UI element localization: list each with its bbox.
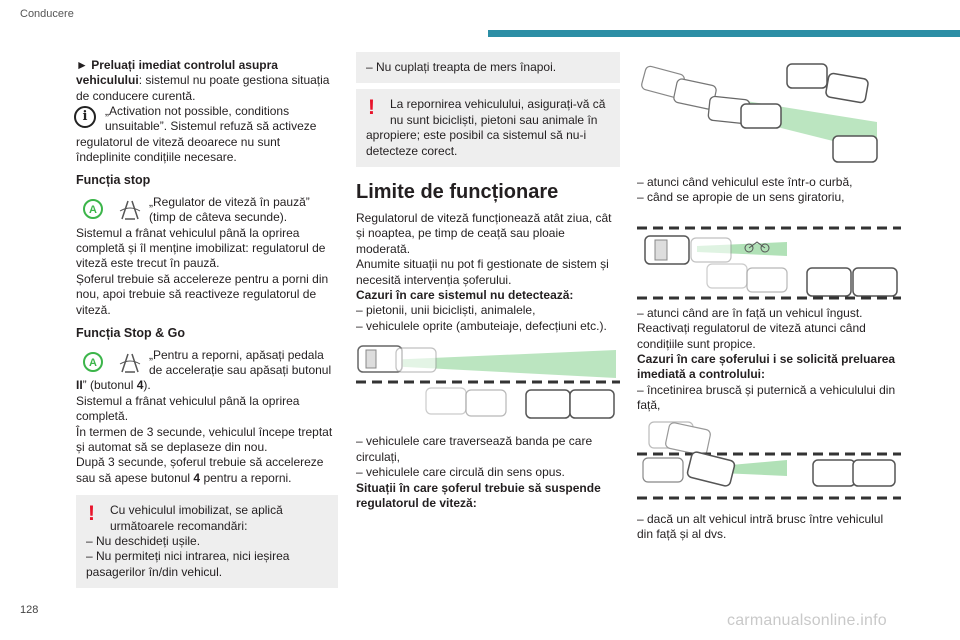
stopgo-paragraph-1: Sistemul a frânat vehiculul până la oprirea completă. [76,393,300,424]
reverse-gear-text: – Nu cuplați treapta de mers înapoi. [366,60,557,74]
suspend-item-2: – când se apropie de un sens giratoriu, [637,190,845,205]
not-detected-item-3: – vehiculele care traversează banda pe care circulați, [356,434,593,464]
svg-text:A: A [89,203,97,216]
warning-icon-2: ! [368,96,375,120]
suspend-heading: Situații în care șoferul trebuie să suspende regulatorul de viteză: [356,480,601,510]
restart-warning-line-1: La repornirea vehiculului, asigurați-vă că [390,97,606,112]
take-over-item-1: – încetinirea bruscă și puternică a vehiculului din față, [637,382,896,413]
take-control-bold: Preluați imediat controlul asupra vehiculului [76,58,278,88]
paragraph-take-control [76,58,338,104]
stop-paragraph-1: Sistemul a frânat vehiculul până la oprirea completă și îl menține imobilizat: regulatorul de viteză este trecut în pauză. [76,225,326,271]
stopgo-message-3 [76,378,338,393]
suspend-item-1: – atunci când vehiculul este într-o curbă, [637,175,853,189]
warning-line-4: – Nu permiteți nici intrarea, nici ieșirea pasagerilor în/din vehicul. [86,549,290,579]
stopgo-p3c: pentru a reporni. [200,470,292,485]
take-over-item-2: – dacă un alt vehicul intră brusc între vehiculul din față și al dvs. [637,511,884,542]
stop-message-2: (timp de câteva secunde). [149,210,288,225]
cruise-control-icons-2 [82,350,146,376]
suspend-item-3: – atunci când are în față un vehicul îngust. [637,305,863,320]
stopgo-msg-3b: ” (butonul [82,378,137,393]
warning-line-1: Cu vehiculul imobilizat, se aplică [110,503,283,518]
illustration-cut-in [637,420,901,502]
not-detected-heading: Cazuri în care sistemul nu detectează: [356,288,574,303]
info-text-line1: „Activation not possible, conditions [105,104,290,119]
info-note [76,104,338,134]
stop-paragraph-2: Șoferul trebuie să accelereze pentru a porni din nou, apoi trebuie să reactiveze regulatorul de viteză. [76,271,329,317]
illustration-crossing-vehicles [356,340,620,428]
warning-box-immobilized [76,495,338,588]
limits-paragraph-2: Anumite situații nu pot fi gestionate de sistem și necesită intervenția șoferului. [356,257,609,287]
limits-heading: Limite de funcționare [356,181,559,204]
not-detected-item-4: – vehiculele care circulă din sens opus. [356,465,565,480]
watermark: carmanualsonline.info [727,612,887,629]
take-control-text: : sistemul nu poate gestiona situația de conducere curentă. [76,73,330,103]
column-2 [356,52,620,511]
info-icon: i [74,106,96,128]
restart-warning-line-2: nu sunt bicicliști, pietoni sau animale în apropiere; este posibil ca sistemul să nu-i detecteze corect. [366,112,598,158]
stopgo-message-1: „Pentru a reporni, apăsați pedala [149,347,324,362]
cruise-control-icons [82,197,146,223]
button-4-ref: 4 [193,470,201,485]
button-ii: II [76,378,83,393]
warning-box-restart [356,89,620,167]
stopgo-heading: Funcția Stop & Go [76,326,186,341]
warning-icon: ! [88,502,95,526]
arrow-icon: ► [76,58,88,72]
take-over-heading: Cazuri în care șoferului i se solicită preluarea imediată a controlului: [637,352,896,382]
illustration-narrow-vehicle [637,212,901,300]
column-3 [637,56,901,542]
stop-message-row [76,195,338,226]
warning-line-3: – Nu deschideți ușile. [86,533,201,548]
stopgo-paragraph-3 [76,455,338,486]
warning-line-2: următoarele recomandări: [110,518,248,533]
header-bar [488,30,960,37]
header-title: Conducere [20,8,74,20]
info-text-line2: unsuitable”. Sistemul refuză să activeze regulatorul de viteză deoarece nu sunt îndeplinite condițiile necesare. [76,119,317,165]
reverse-gear-box [356,52,620,83]
stopgo-message-row [76,348,338,379]
not-detected-item-2: – vehiculele oprite (ambuteiaje, defecțiuni etc.). [356,318,607,333]
column-1 [76,58,338,588]
svg-text:A: A [89,356,97,369]
stop-heading: Funcția stop [76,173,151,188]
stop-message-1: „Regulator de viteză în pauză” [149,194,310,209]
page-number: 128 [20,604,39,616]
not-detected-item-1: – pietonii, unii bicicliști, animalele, [356,303,536,318]
stopgo-message-2: de accelerație sau apăsați butonul [149,362,332,377]
stopgo-p3a: După 3 secunde, șoferul trebuie să accelereze sau să apese butonul [76,455,324,485]
stopgo-paragraph-2: În termen de 3 secunde, vehiculul începe treptat și automat să se deplaseze din nou. [76,424,333,454]
reactivate-paragraph: Reactivați regulatorul de viteză atunci când condițiile sunt propice. [637,321,866,351]
button-4: 4 [136,378,144,393]
illustration-curve [637,62,901,167]
stopgo-msg-3d: ). [143,378,151,393]
limits-paragraph-1: Regulatorul de viteză funcționează atât ziua, cât și noaptea, pe timp de ceață sau ploaie moderată. [356,211,612,256]
